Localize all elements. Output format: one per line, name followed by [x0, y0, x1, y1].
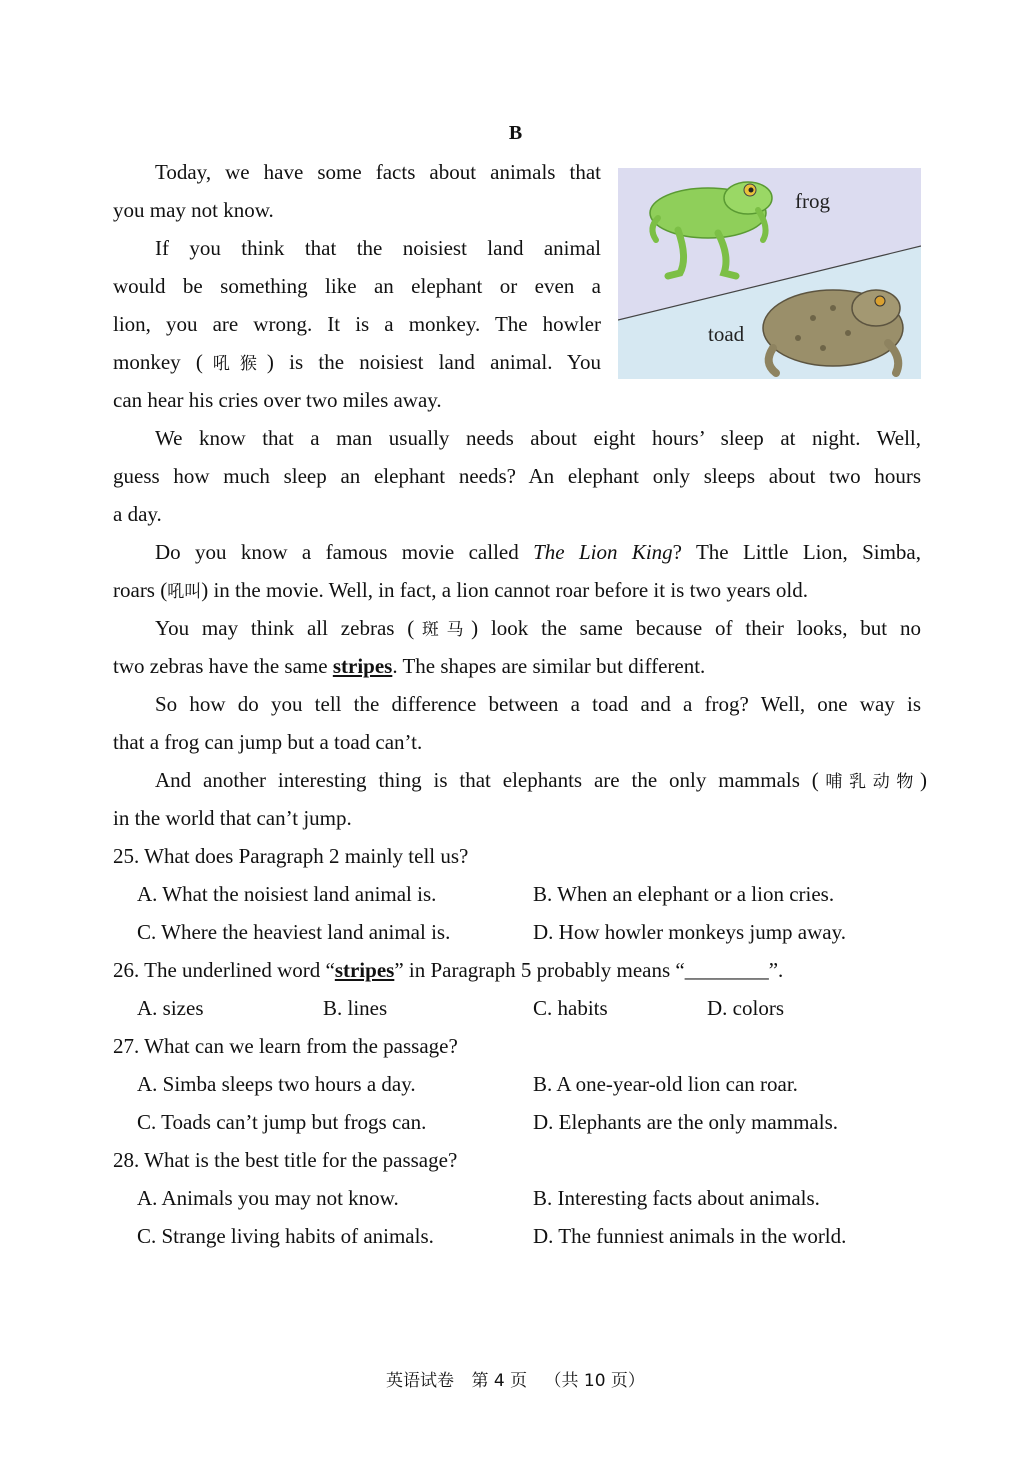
p3-line1: We know that a man usually needs about eight hours’ sleep at night. Well,	[155, 426, 921, 450]
q28-stem: 28. What is the best title for the passage?	[113, 1148, 458, 1172]
q26-option-a: A. sizes	[137, 996, 204, 1020]
q28-option-d: D. The funniest animals in the world.	[533, 1224, 847, 1248]
toad-label: toad	[708, 322, 745, 346]
section-title: B	[508, 122, 523, 144]
p4-line1: Do you know a famous movie called The Lion King? The Little Lion, Simba,	[155, 540, 922, 564]
q25-option-a: A. What the noisiest land animal is.	[137, 882, 437, 906]
q26-option-b: B. lines	[323, 996, 388, 1020]
q25-option-d: D. How howler monkeys jump away.	[533, 920, 847, 944]
q28-option-c: C. Strange living habits of animals.	[137, 1224, 434, 1248]
page-footer	[0, 1366, 1031, 1391]
p5-line1: You may think all zebras (斑马) look the same because of their looks, but no	[155, 616, 922, 640]
footer-subject: 英语试卷	[386, 1371, 455, 1391]
movie-title: The Lion King	[533, 540, 673, 564]
q26-stem: 26. The underlined word “stripes” in Paragraph 5 probably means “________”.	[113, 958, 784, 982]
p6-line2: that a frog can jump but a toad can’t.	[113, 730, 423, 754]
p5-line2: two zebras have the same stripes. The shapes are similar but different.	[113, 654, 706, 678]
p6-line1: So how do you tell the difference between a toad and a frog? Well, one way is	[155, 692, 921, 716]
p2-line1: If you think that the noisiest land animal	[155, 236, 601, 260]
q28-option-b: B. Interesting facts about animals.	[533, 1186, 820, 1210]
frog-label: frog	[795, 189, 830, 213]
q27-stem: 27. What can we learn from the passage?	[113, 1034, 458, 1058]
chinese-gloss: 吼猴	[202, 354, 267, 374]
q27-option-c: C. Toads can’t jump but frogs can.	[137, 1110, 427, 1134]
q26-option-d: D. colors	[707, 996, 784, 1020]
p1-line2: you may not know.	[113, 198, 274, 222]
underlined-word: stripes	[332, 654, 393, 678]
p1-line1: Today, we have some facts about animals that	[155, 160, 601, 184]
p2-line4: monkey (吼猴) is the noisiest land animal. You	[113, 350, 601, 374]
q25-option-c: C. Where the heaviest land animal is.	[137, 920, 451, 944]
chinese-gloss: 哺乳动物	[818, 772, 920, 792]
footer-page: 第 4 页	[471, 1371, 528, 1391]
p7-line2: in the world that can’t jump.	[113, 806, 352, 830]
q28-option-a: A. Animals you may not know.	[137, 1186, 399, 1210]
underlined-word: stripes	[334, 958, 395, 982]
frog-toad-figure	[618, 168, 921, 379]
p3-line3: a day.	[113, 502, 162, 526]
chinese-gloss: 吼叫	[167, 582, 202, 602]
q27-option-a: A. Simba sleeps two hours a day.	[137, 1072, 416, 1096]
q25-stem: 25. What does Paragraph 2 mainly tell us?	[113, 844, 469, 868]
q26-option-c: C. habits	[533, 996, 608, 1020]
p2-line5: can hear his cries over two miles away.	[113, 388, 442, 412]
p2-line3: lion, you are wrong. It is a monkey. The howler	[113, 312, 601, 336]
chinese-gloss: 斑马	[414, 620, 472, 640]
p3-line2: guess how much sleep an elephant needs? An elephant only sleeps about two hours	[113, 464, 921, 488]
p2-line2: would be something like an elephant or even a	[113, 274, 601, 298]
q27-option-d: D. Elephants are the only mammals.	[533, 1110, 839, 1134]
p4-line2: roars (吼叫) in the movie. Well, in fact, a lion cannot roar before it is two years old.	[113, 578, 808, 602]
q25-option-b: B. When an elephant or a lion cries.	[533, 882, 835, 906]
p7-line1: And another interesting thing is that elephants are the only mammals (哺乳动物)	[155, 768, 927, 792]
q27-option-b: B. A one-year-old lion can roar.	[533, 1072, 798, 1096]
footer-total: （共 10 页）	[544, 1371, 645, 1391]
